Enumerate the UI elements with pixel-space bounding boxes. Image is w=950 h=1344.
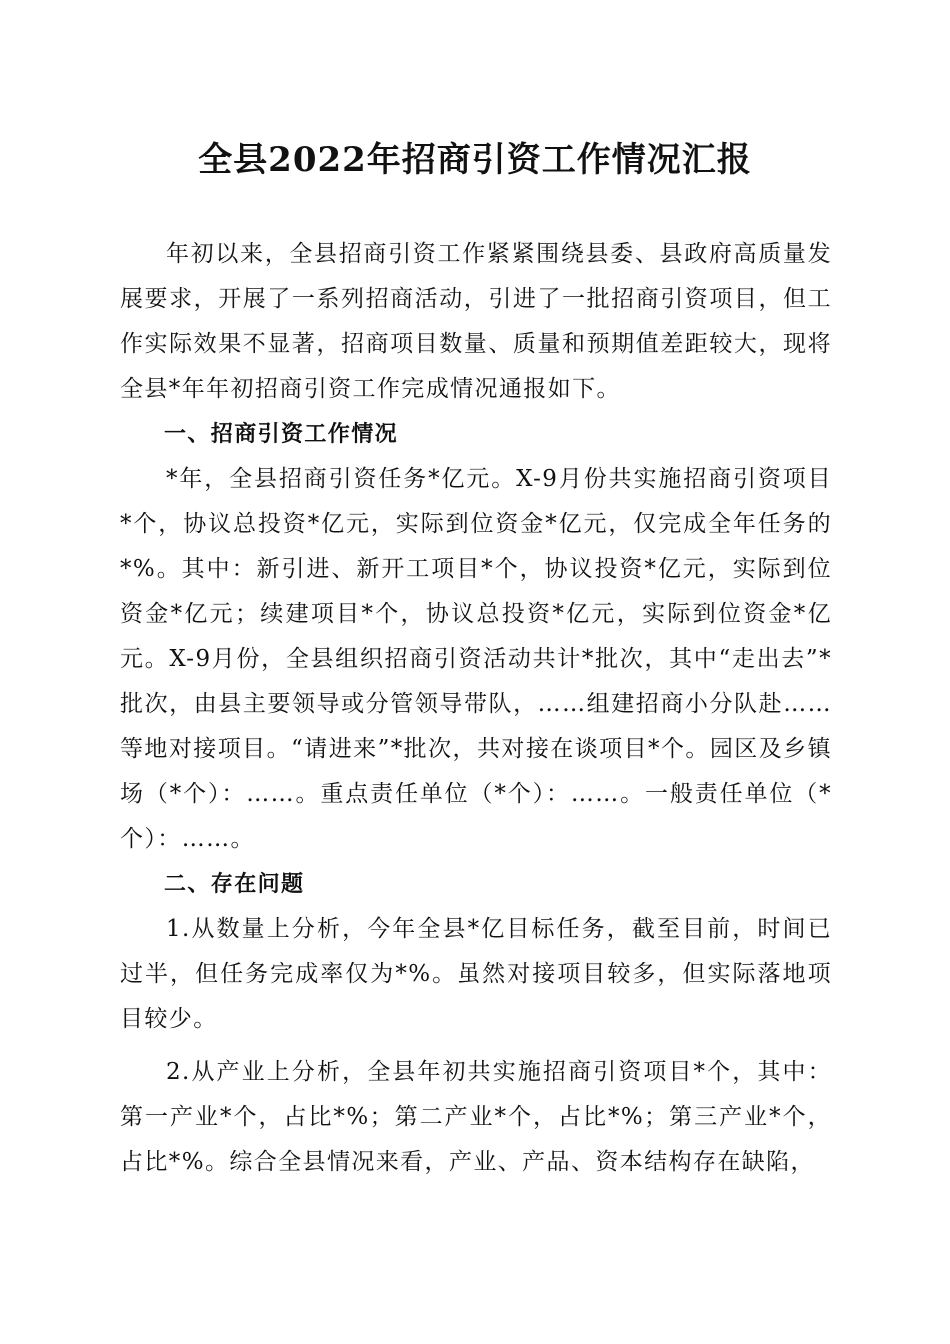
section-heading-problems: 二、存在问题	[164, 872, 305, 897]
work-status-paragraph: *年，全县招商引资任务*亿元。X-9月份共实施招商引资项目*个，协议总投资*亿元，实际到位资金*亿元，仅完成全年任务的*%。其中：新引进、新开工项目*个，协议投资*亿元，实际到位资金*亿元；续建项目*个，协议总投资*亿元，实际到位资金*亿元。X-9月份，全县组织招商引资活动共计*批次，其中“走出去”*批次，由县主要领导或分管领导带队，……组建招商小分队赴……等地对接项目。“请进来”*批次，共对接在谈项目*个。园区及乡镇场（*个）：……。重点责任单位（*个）：……。一般责任单位（*个）：……。	[120, 466, 832, 852]
problem-point-1: 1.从数量上分析，今年全县*亿目标任务，截至目前，时间已过半，但任务完成率仅为*%。虽然对接项目较多，但实际落地项目较少。	[120, 916, 832, 1032]
document-body	[120, 232, 832, 1185]
section-heading-work-status: 一、招商引资工作情况	[164, 422, 399, 447]
intro-paragraph: 年初以来，全县招商引资工作紧紧围绕县委、县政府高质量发展要求，开展了一系列招商活动，引进了一批招商引资项目，但工作实际效果不显著，招商项目数量、质量和预期值差距较大，现将全县*年年初招商引资工作完成情况通报如下。	[120, 241, 832, 402]
problem-point-2: 2.从产业上分析，全县年初共实施招商引资项目*个，其中：第一产业*个，占比*%；第二产业*个，占比*%；第三产业*个，占比*%。综合全县情况来看，产业、产品、资本结构存在缺陷，	[120, 1059, 832, 1175]
document-title: 全县2022年招商引资工作情况汇报	[198, 140, 752, 180]
